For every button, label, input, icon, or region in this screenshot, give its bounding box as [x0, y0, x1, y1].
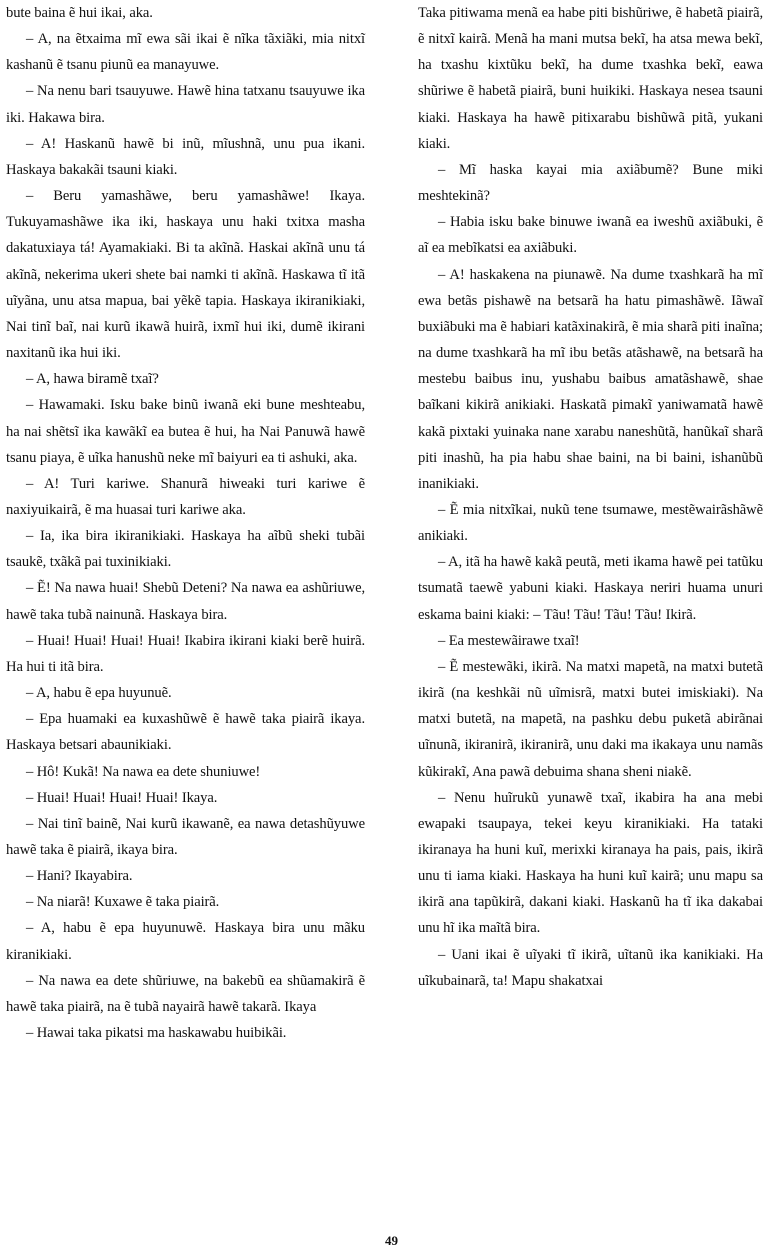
paragraph: – Na nenu bari tsauyuwe. Hawẽ hina tatxanu tsauyuwe ika iki. Hakawa bira.: [6, 83, 365, 126]
paragraph: – Ẽ! Na nawa huai! Shebũ Deteni? Na nawa ea ashũriuwe, hawẽ taka tubã nainunã. Haskaya bira.: [6, 580, 365, 623]
paragraph: – A, habu ẽ epa huyunuẽ.: [26, 685, 172, 702]
paragraph: – Nai tinĩ bainẽ, Nai kurũ ikawanẽ, ea nawa detashũyuwe hawẽ taka ẽ piairã, ikaya bira.: [6, 815, 365, 858]
right-column: [418, 0, 763, 994]
paragraph: – Nenu huĩrukũ yunawẽ txaĩ, ikabira ha ana mebi ewapaki tsaupaya, tekei keyu kiranikiaki. Ha tataki ikiranaya ha huni kuĩ, merixki kiranaya ha pais, pais, ikirã unu ti iama kiaki. Haskaya ha huni kuĩ kairã; unu mapu sa ikirã ana tapũkirã, dakani kiaki. Haskanũ ha tĩ ika dakabai unu hĩ ika maĩtã bira.: [418, 789, 763, 937]
paragraph: – Mĩ haska kayai mia axiãbumẽ? Bune miki meshtekinã?: [418, 161, 763, 205]
paragraph: – Hawamaki. Isku bake binũ iwanã eki bune meshteabu, ha nai shẽtsĩ ika kawãkĩ ea butea ẽ hui, ha Nai Panuwã hawẽ tsanu piaya, ẽ uĩka hanushũ neke mĩ baiyuri ea ti ashuki, aka.: [6, 397, 365, 466]
left-column: [6, 0, 365, 1046]
paragraph: – Hô! Kukã! Na nawa ea dete shuniuwe!: [26, 763, 261, 780]
paragraph: – Huai! Huai! Huai! Huai! Ikaya.: [26, 789, 218, 806]
paragraph: – Ẽ mia nitxĩkai, nukũ tene tsumawe, mestẽwairãshãwẽ anikiaki.: [418, 501, 763, 545]
page-number: 49: [385, 1233, 398, 1248]
paragraph: – A! haskakena na piunawẽ. Na dume txashkarã ha mĩ ewa betãs pishawẽ na betsarã ha hatu pimashãwẽ. Iãwaĩ buxiãbuki ma ẽ habiari katãxinakirã, ẽ mia sharã piti inaĩna; na dume txashkarã ha mĩ ibu betãs atãshawẽ, na betsarã ha mestebu baibus inu, yushabu baibus amatãshawẽ, shae baĩkani kikirã anikiaki. Haskatã pimakĩ yaniwamatã hawẽ kakã pixtaki yuinaka nane xarabu naneshũtã, hanũkaĩ sharã piti inashũ, ha pia habu shae baini, na bi baini, ishanũbũ inanikiaki.: [418, 266, 763, 492]
paragraph: – Na nawa ea dete shũriuwe, na bakebũ ea shũamakirã ẽ hawẽ taka piairã, na ẽ tubã nayairã hawẽ takarã. Ikaya: [6, 972, 365, 1015]
paragraph: bute baina ẽ hui ikai, aka.: [6, 5, 153, 21]
paragraph: – A, na ẽtxaima mĩ ewa sãi ikai ẽ nĩka tãxiãki, mia nitxĩ kashanũ ẽ tsanu piunũ ea manayuwe.: [6, 31, 365, 74]
paragraph: – A! Turi kariwe. Shanurã hiweaki turi kariwe ẽ naxiyuikairã, ẽ ma huasai turi kariwe aka.: [6, 475, 365, 518]
paragraph: – A, hawa biramẽ txaĩ?: [26, 371, 159, 388]
paragraph: – Ia, ika bira ikiranikiaki. Haskaya ha aĩbũ sheki tubãi tsaukẽ, txãkã pai tuxinikiaki.: [6, 528, 365, 571]
paragraph: – Ẽ mestewãki, ikirã. Na matxi mapetã, na matxi butetã ikirã (na keshkãi nũ uĩmisrã, matxi butei imiskiaki). Na matxi butetã, na mapetã, na pashku debu puketã abirãnai uĩnunã, ikiranirã, ikiranirã, unu daki ma ikakaya unu namãs kũkirakĩ, Ana pawã debuima shana sheni niakẽ.: [418, 658, 763, 780]
paragraph: – Epa huamaki ea kuxashũwẽ ẽ hawẽ taka piairã ikaya. Haskaya betsari abaunikiaki.: [6, 711, 365, 754]
paragraph: – Hawai taka pikatsi ma haskawabu huibikãi.: [26, 1025, 287, 1042]
paragraph: – Na niarã! Kuxawe ẽ taka piairã.: [26, 894, 220, 911]
paragraph: Taka pitiwama menã ea habe piti bishũriwe, ẽ habetã piairã, ẽ nitxĩ kairã. Menã ha mani mutsa bekĩ, ha atsa mewa bekĩ, ha txashu kixtũku bekĩ, ha dume txashka bekĩ, eawa shũriwe ẽ habetã piairã, buni huikiki. Haskaya nesea tsauni kiaki. Haskaya ha hawẽ pitixarabu bishũwã pitã, yukani kiaki.: [418, 5, 763, 152]
paragraph: – Ea mestewãirawe txaĩ!: [438, 632, 580, 649]
paragraph: – Uani ikai ẽ uĩyaki tĩ ikirã, uĩtanũ ika kanikiaki. Ha uĩkubainarã, ta! Mapu shakatxai: [418, 946, 763, 989]
paragraph: – Beru yamashãwe, beru yamashãwe! Ikaya. Tukuyamashãwe ika iki, haskaya unu haki txitxa masha dakatuxiaya tá! Ayamakiaki. Bi ta akĩnã. Haskai akĩnã unu tá akĩnã, nekerima ukeri shete bai namki ti akĩnã. Haskawa tĩ itã uĩyãna, unu atsa mapua, bai yẽkẽ tapia. Haskaya ikiranikiaki, Nai tinĩ baĩ, nai kurũ ikawã huirã, ixmĩ hui iki, dumẽ ikirani naxitanũ ika hui iki.: [6, 188, 365, 362]
paragraph: – A, itã ha hawẽ kakã peutã, meti ikama hawẽ pei tatũku tsumatã taewẽ yabuni kiaki. Haskaya neriri huama unuri eskama baini kiaki: – Tãu! Tãu! Tãu! Tãu! Ikirã.: [418, 554, 763, 623]
paragraph: – A, habu ẽ epa huyunuwẽ. Haskaya bira unu mãku kiranikiaki.: [6, 920, 365, 963]
paragraph: – Habia isku bake binuwe iwanã ea iweshũ axiãbuki, ẽ aĩ ea mebĩkatsi ea axiãbuki.: [418, 214, 763, 257]
paragraph: – A! Haskanũ hawẽ bi inũ, mĩushnã, unu pua ikani. Haskaya bakakãi tsauni kiaki.: [6, 135, 365, 178]
paragraph: – Huai! Huai! Huai! Huai! Ikabira ikirani kiaki berẽ huirã. Ha hui ti itã bira.: [6, 632, 365, 675]
paragraph: – Hani? Ikayabira.: [26, 868, 133, 885]
